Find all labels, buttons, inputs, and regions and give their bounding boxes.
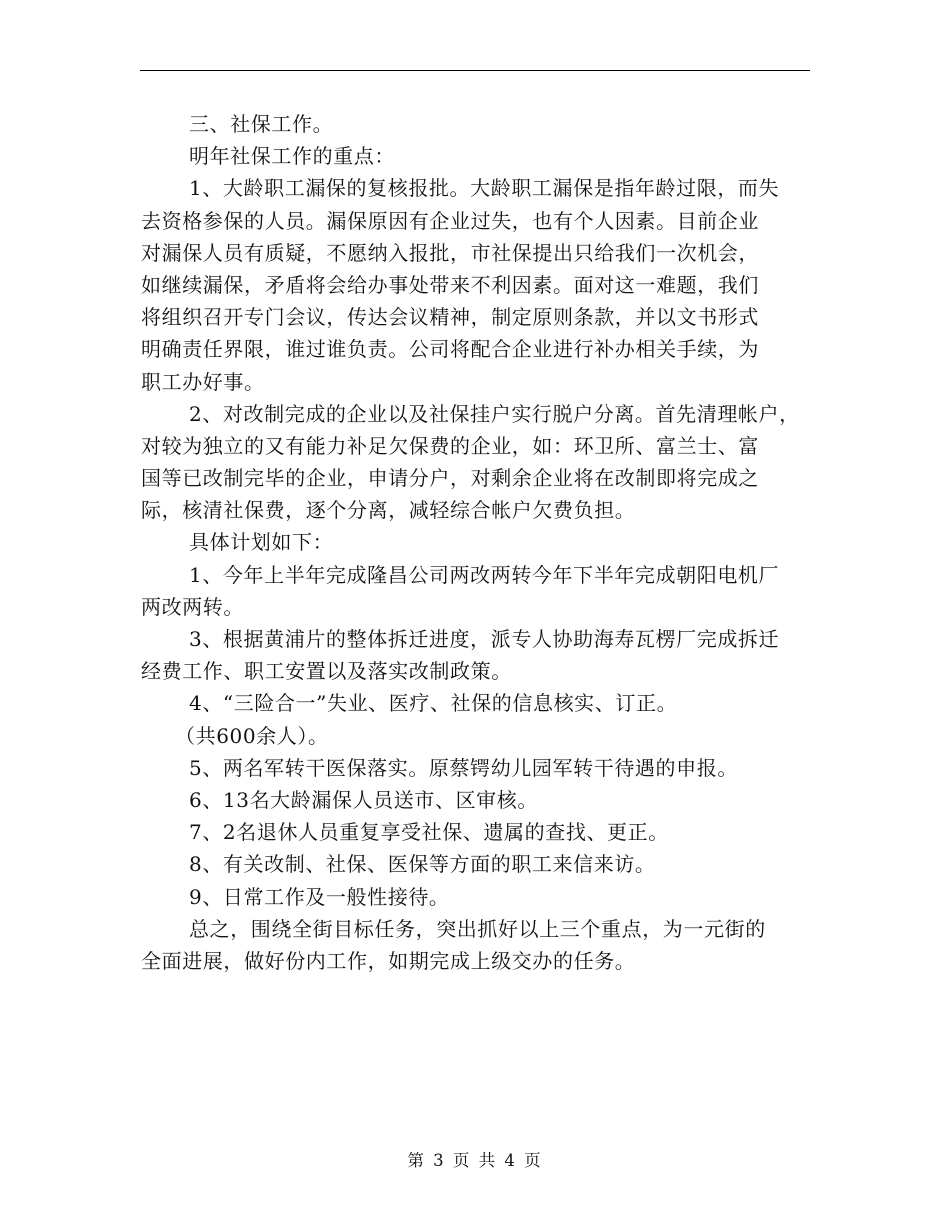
- paragraph-line: 两改两转。: [141, 594, 244, 619]
- paragraph-line: （共600余人）。: [175, 723, 329, 748]
- paragraph-line: 对较为独立的又有能力补足欠保费的企业，如：环卫所、富兰士、富: [141, 433, 759, 458]
- paragraph-line: 4、“三险合一”失业、医疗、社保的信息核实、订正。: [189, 691, 678, 716]
- paragraph-line: 经费工作、职工安置以及落实改制政策。: [141, 659, 512, 684]
- paragraph-line: 将组织召开专门会议，传达会议精神，制定原则条款，并以文书形式: [141, 305, 759, 330]
- paragraph-line: 去资格参保的人员。漏保原因有企业过失，也有个人因素。目前企业: [141, 208, 759, 233]
- paragraph-line: 明确责任界限，谁过谁负责。公司将配合企业进行补办相关手续，为: [141, 337, 759, 362]
- paragraph-line: 9、日常工作及一般性接待。: [189, 884, 450, 909]
- paragraph-line: 1、今年上半年完成隆昌公司两改两转今年下半年完成朝阳电机厂: [189, 562, 780, 587]
- document-body: [141, 108, 821, 977]
- paragraph-line: 全面进展，做好份内工作，如期完成上级交办的任务。: [141, 948, 636, 973]
- section-heading-social-security: 三、社保工作。: [189, 112, 334, 136]
- paragraph-line: 国等已改制完毕的企业，申请分户，对剩余企业将在改制即将完成之: [141, 466, 759, 491]
- paragraph-line: 明年社保工作的重点：: [189, 144, 395, 169]
- paragraph-line: 际，核清社保费，逐个分离，减轻综合帐户欠费负担。: [141, 498, 636, 523]
- paragraph-line: 2、对改制完成的企业以及社保挂户实行脱户分离。首先清理帐户，: [189, 401, 800, 426]
- header-rule: [140, 70, 810, 71]
- page-number: 第 3 页 共 4 页: [407, 1151, 543, 1170]
- paragraph-line: 7、2名退休人员重复享受社保、遗属的查找、更正。: [189, 820, 669, 845]
- paragraph-line: 具体计划如下：: [189, 530, 334, 555]
- paragraph-line: 对漏保人员有质疑，不愿纳入报批，市社保提出只给我们一次机会，: [141, 240, 759, 265]
- paragraph-line: 8、有关改制、社保、医保等方面的职工来信来访。: [189, 852, 656, 877]
- paragraph-line: 职工办好事。: [141, 369, 265, 394]
- paragraph-line: 5、两名军转干医保落实。原蔡锷幼儿园军转干待遇的申报。: [189, 755, 738, 780]
- paragraph-line: 3、根据黄浦片的整体拆迁进度，派专人协助海寿瓦楞厂完成拆迁: [189, 627, 780, 651]
- paragraph-line: 总之，围绕全街目标任务，突出抓好以上三个重点，为一元街的: [189, 916, 766, 941]
- paragraph-line: 1、大龄职工漏保的复核报批。大龄职工漏保是指年龄过限，而失: [189, 176, 780, 201]
- paragraph-line: 6、13名大龄漏保人员送市、区审核。: [189, 787, 538, 812]
- paragraph-line: 如继续漏保，矛盾将会给办事处带来不利因素。面对这一难题，我们: [141, 272, 759, 297]
